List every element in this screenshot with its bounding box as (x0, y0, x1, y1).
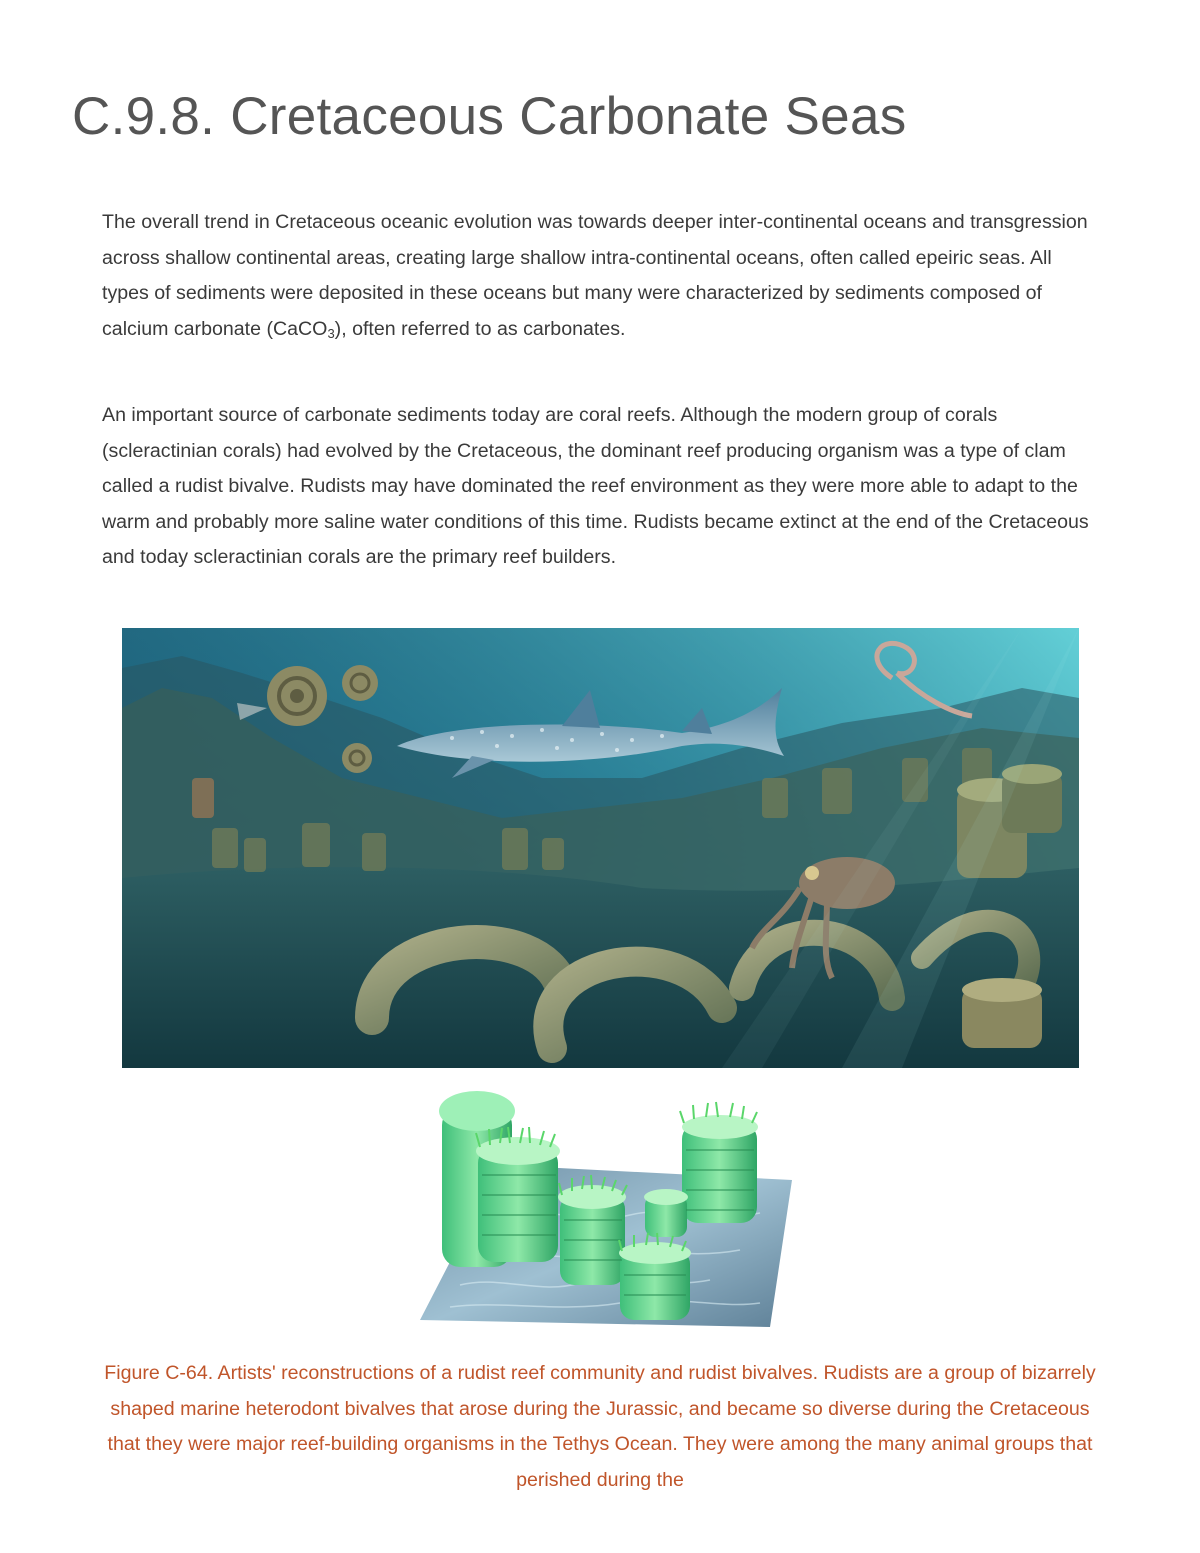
rudist-bivalves-illustration (420, 1085, 800, 1330)
paragraph-1-text: The overall trend in Cretaceous oceanic evolution was towards deeper inter-continental oceans and transgression across shallow continental areas, creating large shallow intra-continental oceans, often called epeiric seas. All types of sediments were deposited in these oceans but many were characterized by sediments composed of calcium carbonate ( (102, 211, 1088, 340)
rudist-reef-illustration (122, 628, 1079, 1068)
formula-subscript: 3 (327, 325, 335, 341)
formula-base: CaCO (272, 317, 328, 340)
formula-caco3 (273, 318, 335, 340)
paragraph-epeiric-seas (102, 205, 1102, 347)
paragraph-coral-reefs: An important source of carbonate sediments today are coral reefs. Although the modern group of corals (scleractinian corals) had evolved by the Cretaceous, the dominant reef producing organism was a type of clam called a rudist bivalve. Rudists may have dominated the reef environment as they were more able to adapt to the warm and probably more saline water conditions of this time. Rudists became extinct at the end of the Cretaceous and today scleractinian corals are the primary reef builders. (102, 404, 1089, 568)
page-title: C.9.8. Cretaceous Carbonate Seas (72, 87, 907, 146)
figure-caption: Figure C-64. Artists' reconstructions of a rudist reef community and rudist bivalves. Rudists are a group of bizarrely shaped marine heterodont bivalves that arose during the Jurassic, and became so diverse during the Cretaceous that they were major reef-building organisms in the Tethys Ocean. They were among the many animal groups that perished during the (104, 1362, 1096, 1491)
paragraph-1-text-end: ), often referred to as carbonates. (334, 317, 626, 340)
